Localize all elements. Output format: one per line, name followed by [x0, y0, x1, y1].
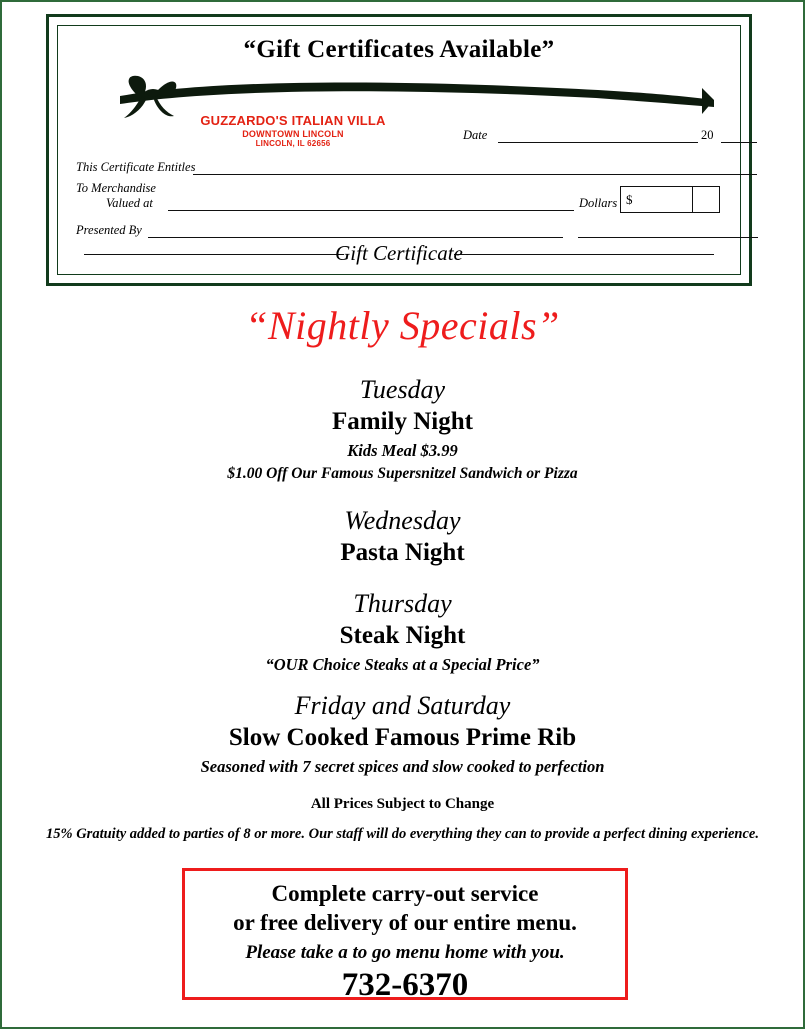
special-headline: Pasta Night — [340, 539, 465, 567]
special-block-wednesday — [2, 505, 803, 570]
special-headline: Slow Cooked Famous Prime Rib — [228, 724, 577, 752]
gratuity-note: 15% Gratuity added to parties of 8 or more. Our staff will do everything they can to provide a perfect dining experience. — [46, 826, 759, 842]
dollar-sign: $ — [626, 192, 633, 207]
nightly-specials-title: “Nightly Specials” — [245, 303, 560, 348]
year-prefix: 20 — [701, 128, 714, 142]
special-block-tuesday — [2, 374, 803, 485]
business-city-line: DOWNTOWN LINCOLN — [242, 128, 344, 139]
year-line[interactable] — [721, 142, 757, 143]
special-day-name: Tuesday — [359, 375, 446, 404]
phone-number[interactable]: 732-6370 — [341, 967, 469, 1004]
merchandise-label: To Merchandise — [76, 181, 156, 195]
special-day-name: Friday and Saturday — [294, 691, 511, 720]
special-detail-line: “OUR Choice Steaks at a Special Price” — [265, 654, 540, 674]
gift-certificate-title: “Gift Certificates Available” — [243, 36, 555, 63]
presented-line[interactable] — [148, 237, 563, 238]
price-change-note: All Prices Subject to Change — [310, 796, 495, 812]
special-detail-line: Seasoned with 7 secret spices and slow cooked to perfection — [200, 756, 605, 776]
special-day-name: Wednesday — [344, 506, 461, 535]
dollar-box-divider — [692, 187, 693, 212]
special-detail-line: $1.00 Off Our Famous Supersnitzel Sandwich or Pizza — [227, 464, 578, 482]
carryout-panel — [182, 868, 628, 1004]
carryout-line-1: Complete carry-out service — [271, 881, 539, 906]
gift-certificate-panel — [46, 14, 752, 286]
date-label: Date — [463, 128, 488, 142]
valued-label: Valued at — [106, 196, 153, 210]
entitles-line[interactable] — [193, 174, 757, 175]
special-day-name: Thursday — [353, 589, 452, 618]
special-block-thursday — [2, 588, 803, 677]
valued-line[interactable] — [168, 210, 574, 211]
presented-label: Presented By — [76, 223, 142, 237]
special-headline: Steak Night — [339, 622, 466, 650]
dollars-label: Dollars — [579, 196, 618, 210]
gift-certificate-footer: Gift Certificate — [335, 241, 463, 265]
date-line[interactable] — [498, 142, 698, 143]
business-identity — [163, 114, 423, 148]
carryout-line-2: or free delivery of our entire menu. — [233, 909, 577, 935]
entitles-label: This Certificate Entitles — [76, 160, 196, 174]
special-headline: Family Night — [332, 408, 473, 436]
special-block-friday-saturday — [2, 690, 803, 779]
dollar-amount-box[interactable] — [620, 186, 720, 213]
business-name: GUZZARDO'S ITALIAN VILLA — [200, 113, 386, 128]
gift-certificate-inner-border — [57, 25, 741, 275]
presented-line-secondary[interactable] — [578, 237, 758, 238]
special-detail-line: Kids Meal $3.99 — [347, 440, 458, 460]
carryout-line-3: Please take a to go menu home with you. — [245, 941, 565, 963]
business-address-line: LINCOLN, IL 62656 — [255, 139, 331, 149]
